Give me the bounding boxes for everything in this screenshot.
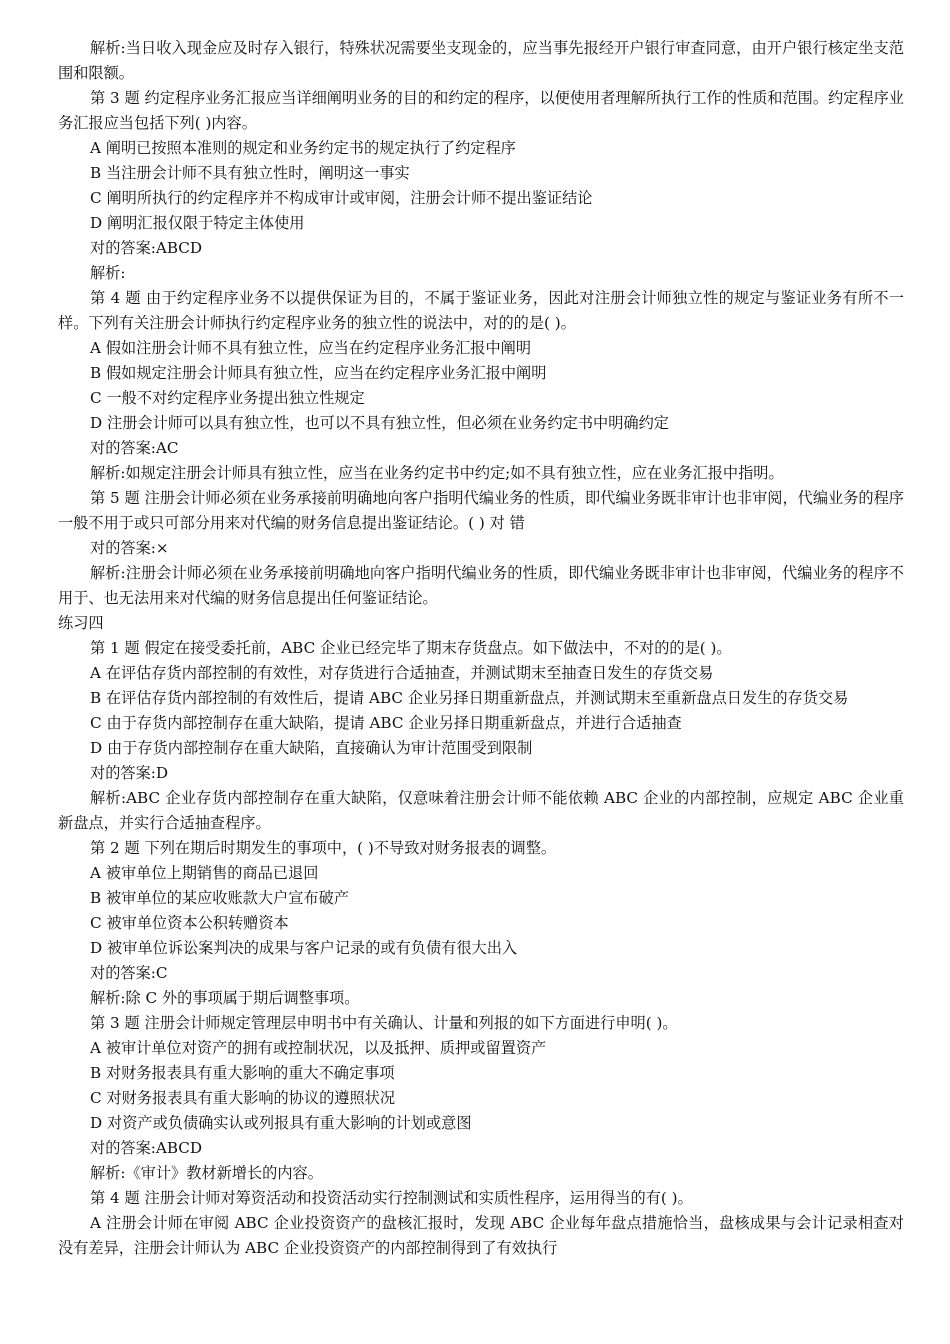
document-paragraph: C 阐明所执行的约定程序并不构成审计或审阅，注册会计师不提出鉴证结论 — [90, 189, 593, 207]
document-paragraph: A 被审计单位对资产的拥有或控制状况，以及抵押、质押或留置资产 — [90, 1039, 547, 1057]
document-paragraph: 第 4 题 注册会计师对筹资活动和投资活动实行控制测试和实质性程序，运用得当的有( )。 — [90, 1189, 693, 1207]
document-paragraph: A 假如注册会计师不具有独立性，应当在约定程序业务汇报中阐明 — [90, 339, 532, 357]
document-paragraph: 练习四 — [58, 614, 104, 632]
document-paragraph: 对的答案:× — [90, 539, 169, 557]
document-paragraph: 第 1 题 假定在接受委托前，ABC 企业已经完毕了期末存货盘点。如下做法中，不对的的是( )。 — [90, 639, 732, 657]
document-paragraph: B 在评估存货内部控制的有效性后，提请 ABC 企业另择日期重新盘点，并测试期末至重新盘点日发生的存货交易 — [90, 689, 849, 707]
document-paragraph: B 被审单位的某应收账款大户宣布破产 — [90, 889, 349, 907]
document-paragraph: 第 3 题 约定程序业务汇报应当详细阐明业务的目的和约定的程序，以便使用者理解所执行工作的性质和范围。约定程序业务汇报应当包括下列( )内容。 — [58, 89, 904, 132]
document-paragraph: 第 5 题 注册会计师必须在业务承接前明确地向客户指明代编业务的性质，即代编业务既非审计也非审阅，代编业务的程序一般不用于或只可部分用来对代编的财务信息提出鉴证结论。( ) 对 错 — [58, 489, 904, 532]
document-paragraph: 对的答案:AC — [90, 439, 179, 457]
document-paragraph: 解析:除 C 外的事项属于期后调整事项。 — [90, 989, 360, 1007]
document-paragraph: 第 4 题 由于约定程序业务不以提供保证为目的，不属于鉴证业务，因此对注册会计师独立性的规定与鉴证业务有所不一样。下列有关注册会计师执行约定程序业务的独立性的说法中，对的的是( )。 — [58, 289, 904, 332]
document-paragraph: 解析:《审计》教材新增长的内容。 — [90, 1164, 323, 1182]
document-paragraph: 对的答案:ABCD — [90, 1139, 203, 1157]
document-paragraph: 解析:如规定注册会计师具有独立性，应当在业务约定书中约定;如不具有独立性，应在业务汇报中指明。 — [90, 464, 784, 482]
document-paragraph: D 阐明汇报仅限于特定主体使用 — [90, 214, 305, 232]
document-paragraph: B 对财务报表具有重大影响的重大不确定事项 — [90, 1064, 395, 1082]
document-paragraph: 对的答案:D — [90, 764, 169, 782]
document-paragraph: B 假如规定注册会计师具有独立性，应当在约定程序业务汇报中阐明 — [90, 364, 547, 382]
document-paragraph: C 一般不对约定程序业务提出独立性规定 — [90, 389, 365, 407]
document-paragraph: C 对财务报表具有重大影响的协议的遵照状况 — [90, 1089, 396, 1107]
document-paragraph: A 注册会计师在审阅 ABC 企业投资资产的盘核汇报时，发现 ABC 企业每年盘点措施恰当，盘核成果与会计记录相查对没有差异，注册会计师认为 ABC 企业投资资产的内部控制得到了有效执行 — [58, 1214, 904, 1257]
document-paragraph: A 在评估存货内部控制的有效性，对存货进行合适抽查，并测试期末至抽查日发生的存货交易 — [90, 664, 714, 682]
document-paragraph: 对的答案:C — [90, 964, 168, 982]
document-paragraph: 解析:当日收入现金应及时存入银行，特殊状况需要坐支现金的，应当事先报经开户银行审查同意，由开户银行核定坐支范围和限额。 — [58, 39, 904, 82]
document-paragraph: 解析:ABC 企业存货内部控制存在重大缺陷，仅意味着注册会计师不能依赖 ABC 企业的内部控制，应规定 ABC 企业重新盘点，并实行合适抽查程序。 — [58, 789, 904, 832]
document-paragraph: D 被审单位诉讼案判决的成果与客户记录的或有负债有很大出入 — [90, 939, 518, 957]
document-paragraph: 第 2 题 下列在期后时期发生的事项中，( )不导致对财务报表的调整。 — [90, 839, 557, 857]
document-paragraph: 解析:注册会计师必须在业务承接前明确地向客户指明代编业务的性质，即代编业务既非审计也非审阅，代编业务的程序不用于、也无法用来对代编的财务信息提出任何鉴证结论。 — [58, 564, 904, 607]
document-paragraph: 对的答案:ABCD — [90, 239, 203, 257]
document-paragraph: D 对资产或负债确实认或列报具有重大影响的计划或意图 — [90, 1114, 472, 1132]
document-paragraph: 解析: — [90, 264, 126, 282]
document-paragraph: A 被审单位上期销售的商品已退回 — [90, 864, 319, 882]
document-paragraph: A 阐明已按照本准则的规定和业务约定书的规定执行了约定程序 — [90, 139, 516, 157]
document-paragraph: 第 3 题 注册会计师规定管理层申明书中有关确认、计量和列报的如下方面进行申明( )。 — [90, 1014, 678, 1032]
document-paragraph: B 当注册会计师不具有独立性时，阐明这一事实 — [90, 164, 410, 182]
document-paragraph: C 被审单位资本公积转赠资本 — [90, 914, 289, 932]
document-paragraph: C 由于存货内部控制存在重大缺陷，提请 ABC 企业另择日期重新盘点，并进行合适抽查 — [90, 714, 682, 732]
document-paragraph: D 注册会计师可以具有独立性，也可以不具有独立性，但必须在业务约定书中明确约定 — [90, 414, 669, 432]
document-paragraph: D 由于存货内部控制存在重大缺陷，直接确认为审计范围受到限制 — [90, 739, 533, 757]
